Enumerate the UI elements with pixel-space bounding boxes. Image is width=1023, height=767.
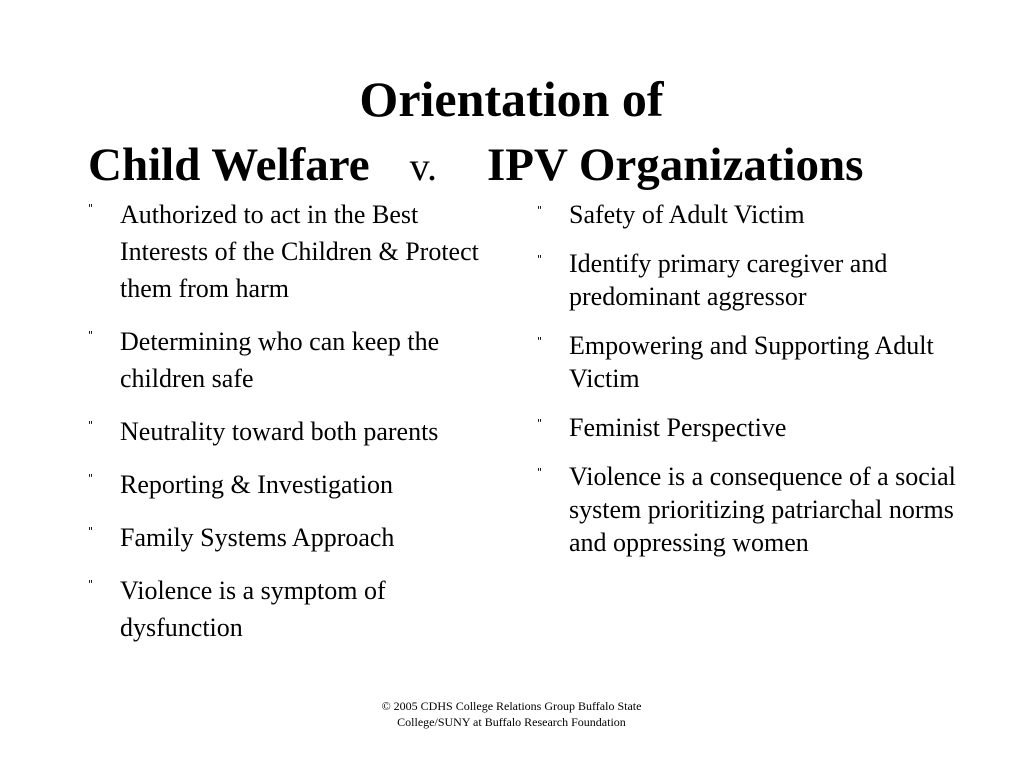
bullet-icon: " xyxy=(537,417,543,430)
list-item-text: Reporting & Investigation xyxy=(120,470,393,499)
list-item xyxy=(537,247,962,313)
list-item-text: Identify primary caregiver and predominant aggressor xyxy=(569,249,888,311)
list-item xyxy=(88,466,508,503)
list-item xyxy=(88,323,508,397)
list-item-text: Empowering and Supporting Adult Victim xyxy=(569,331,934,393)
bullet-icon: " xyxy=(537,466,543,479)
copyright-footer xyxy=(0,698,1023,730)
list-item xyxy=(88,196,508,307)
list-item xyxy=(88,413,508,450)
list-item xyxy=(537,329,962,395)
subtitle-versus: v. xyxy=(409,144,437,189)
ipv-organizations-list xyxy=(537,198,962,575)
list-item xyxy=(537,460,962,559)
list-item-text: Violence is a symptom of dysfunction xyxy=(120,576,386,642)
bullet-icon: " xyxy=(88,472,94,485)
bullet-icon: " xyxy=(537,335,543,348)
bullet-icon: " xyxy=(537,204,543,217)
child-welfare-list xyxy=(88,196,508,662)
bullet-icon: " xyxy=(88,202,94,215)
list-item xyxy=(88,519,508,556)
list-item-text: Feminist Perspective xyxy=(569,413,787,442)
list-item-text: Safety of Adult Victim xyxy=(569,200,805,229)
bullet-icon: " xyxy=(88,329,94,342)
bullet-icon: " xyxy=(537,253,543,266)
list-item-text: Authorized to act in the Best Interests of the Children & Protect them from harm xyxy=(120,200,479,303)
list-item-text: Family Systems Approach xyxy=(120,523,395,552)
bullet-icon: " xyxy=(88,525,94,538)
list-item-text: Neutrality toward both parents xyxy=(120,417,439,446)
list-item-text: Determining who can keep the children safe xyxy=(120,327,440,393)
bullet-icon: " xyxy=(88,578,94,591)
footer-line: College/SUNY at Buffalo Research Foundation xyxy=(397,715,626,729)
subtitle-right: IPV Organizations xyxy=(487,139,864,191)
footer-line: © 2005 CDHS College Relations Group Buffalo State xyxy=(381,699,642,713)
list-item xyxy=(537,411,962,444)
slide-title: Orientation of xyxy=(359,71,664,127)
list-item xyxy=(537,198,962,231)
list-item xyxy=(88,572,508,646)
subtitle-left: Child Welfare xyxy=(88,139,370,191)
bullet-icon: " xyxy=(88,419,94,432)
list-item-text: Violence is a consequence of a social system prioritizing patriarchal norms and oppressing women xyxy=(569,462,956,557)
slide-subtitle xyxy=(88,137,863,195)
